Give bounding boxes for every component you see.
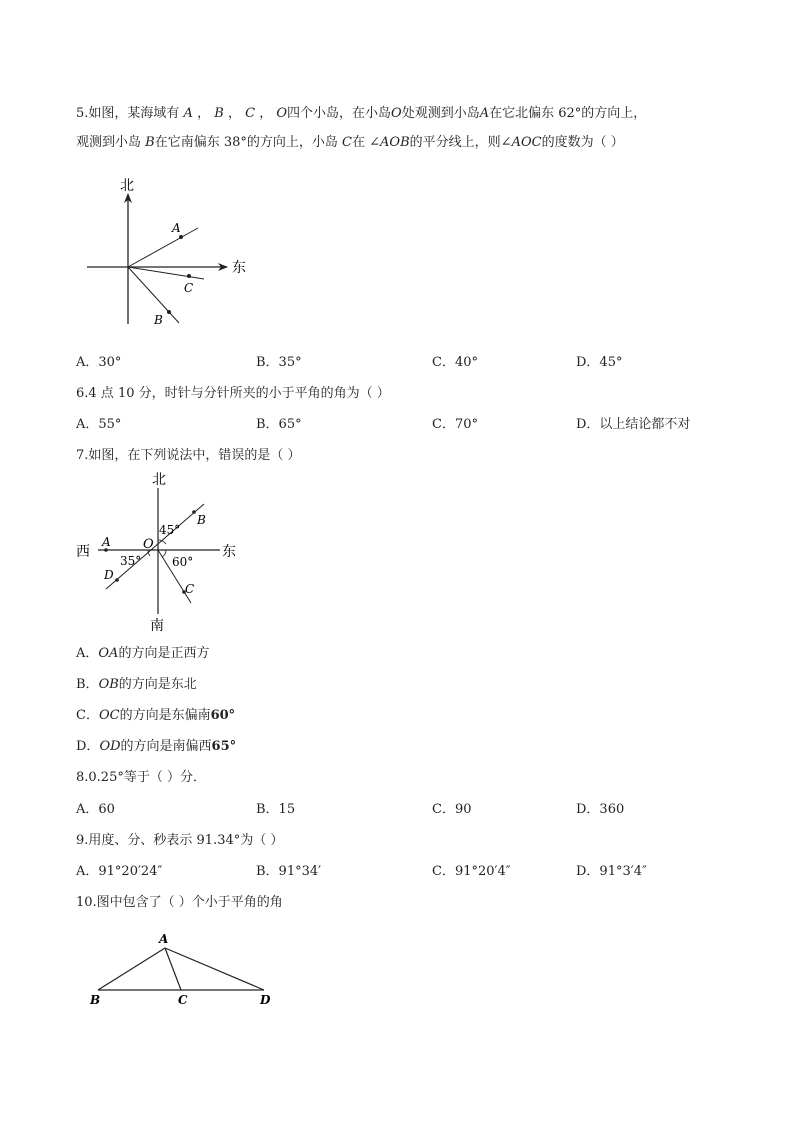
label-b: B [154, 313, 163, 327]
q9-stem: 9.用度、分、秒表示 91.34°为（ ） [76, 833, 284, 848]
q6-option-b[interactable]: B．65° [256, 417, 302, 432]
q5-stem-line1: 5.如图，某海域有 A ， B ， C ， O四个小岛，在小岛O处观测到小岛A在它北偏东 62°的方向上， [76, 106, 647, 121]
q5-option-d[interactable]: D．45° [576, 355, 623, 370]
label-b: B [90, 993, 101, 1007]
angle-45-label: 45° [159, 523, 181, 537]
q5-option-b[interactable]: B．35° [256, 355, 302, 370]
q10-stem: 10.图中包含了（ ）个小于平角的角 [76, 895, 283, 910]
q7-direction-figure [74, 470, 244, 634]
q8-stem: 8.0.25°等于（ ）分． [76, 770, 206, 785]
segment-ab [98, 948, 165, 990]
label-o: O [143, 537, 154, 552]
arc-60 [162, 550, 166, 557]
point-d [115, 578, 119, 582]
q5-option-a[interactable]: A．30° [76, 355, 122, 370]
q10-triangle-figure [84, 928, 284, 1018]
point-c [187, 274, 191, 278]
label-a: A [102, 535, 111, 549]
label-c: C [184, 281, 194, 295]
label-b: B [197, 513, 206, 527]
q6-option-a[interactable]: A．55° [76, 417, 122, 432]
east-label: 东 [232, 260, 246, 276]
q9-option-c[interactable]: C．91°20′4″ [432, 864, 511, 879]
west-label: 西 [76, 544, 90, 560]
q6-option-d[interactable]: D．以上结论都不对 [576, 417, 691, 432]
q7-stem: 7.如图，在下列说法中，错误的是（ ） [76, 448, 301, 463]
label-d: D [104, 568, 114, 582]
q7-option-d[interactable]: D．OD的方向是南偏西65° [76, 739, 237, 754]
q7-option-b[interactable]: B．OB的方向是东北 [76, 677, 197, 692]
q9-option-a[interactable]: A．91°20′24″ [76, 864, 163, 879]
point-b [167, 310, 171, 314]
north-label: 北 [152, 472, 166, 488]
q6-stem: 6.4 点 10 分，时针与分针所夹的小于平角的角为（ ） [76, 386, 390, 401]
label-a: A [159, 932, 169, 946]
point-b [192, 510, 196, 514]
q8-option-c[interactable]: C．90 [432, 802, 472, 817]
segment-ad [165, 948, 264, 990]
q8-option-a[interactable]: A．60 [76, 802, 115, 817]
east-label: 东 [222, 544, 236, 560]
ray-oc [128, 267, 204, 279]
south-label: 南 [150, 618, 164, 634]
q7-option-a[interactable]: A．OA的方向是正西方 [76, 646, 210, 661]
q6-option-c[interactable]: C．70° [432, 417, 478, 432]
q8-option-d[interactable]: D．360 [576, 802, 625, 817]
q8-option-b[interactable]: B．15 [256, 802, 296, 817]
point-a [179, 235, 183, 239]
ray-oa [128, 228, 198, 267]
q5-option-c[interactable]: C．40° [432, 355, 478, 370]
label-a: A [172, 221, 181, 235]
q5-stem-line2: 观测到小岛 B在它南偏东 38°的方向上，小岛 C在 ∠AOB的平分线上，则∠AOC的度数为（ ） [76, 135, 624, 150]
angle-60-label: 60° [172, 555, 194, 569]
label-c: C [185, 582, 195, 596]
label-d: D [260, 993, 271, 1007]
q9-option-b[interactable]: B．91°34′ [256, 864, 322, 879]
q7-option-c[interactable]: C．OC的方向是东偏南60° [76, 708, 236, 723]
label-c: C [178, 993, 188, 1007]
north-label: 北 [120, 178, 134, 194]
line-db [106, 504, 204, 589]
q5-compass-figure [84, 172, 254, 332]
q9-option-d[interactable]: D．91°3′4″ [576, 864, 647, 879]
angle-35-label: 35° [120, 554, 142, 568]
